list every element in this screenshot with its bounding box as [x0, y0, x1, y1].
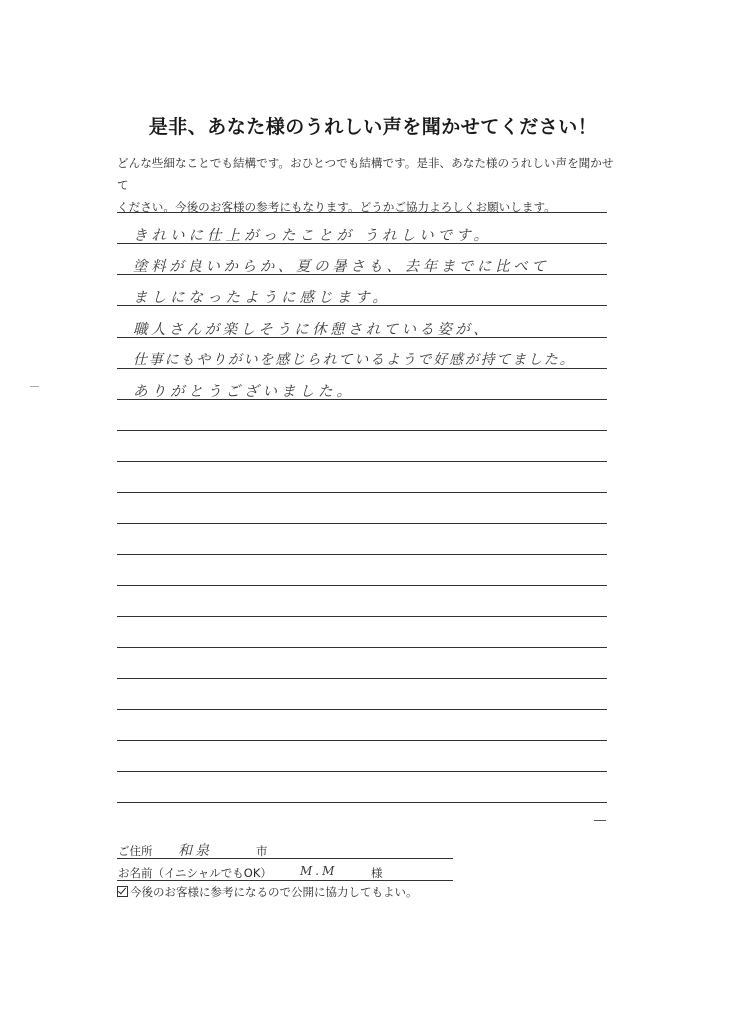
ruled-line: [117, 709, 607, 710]
ruled-line: [117, 802, 607, 803]
address-label: ご住所: [118, 844, 153, 858]
ruled-line: [117, 585, 607, 586]
ruled-line: [117, 647, 607, 648]
ruled-line: [117, 523, 607, 524]
ruled-line: [117, 461, 607, 462]
consent-text: 今後のお客様に参考になるので公開に協力してもよい。: [130, 885, 418, 899]
ruled-line: [117, 771, 607, 772]
ruled-line: [117, 430, 607, 431]
ruled-line: [117, 616, 607, 617]
handwritten-line-5: 仕事にもやりがいを感じられているようで好感が持てました。: [133, 352, 576, 368]
page-title: 是非、あなた様のうれしい声を聞かせてください！: [148, 116, 598, 138]
consent-checkbox[interactable]: [117, 886, 128, 897]
name-handwritten: M.M: [300, 864, 338, 878]
consent-row: [117, 884, 418, 900]
handwritten-line-6: ありがとうございました。: [133, 384, 355, 400]
address-city-handwritten: 和泉: [178, 843, 212, 859]
ruled-line: [117, 492, 607, 493]
address-city-suffix: 市: [256, 844, 268, 858]
intro-line-1: どんな些細なことでも結構です。おひとつでも結構です。是非、あなた様のうれしい声を聞かせて: [117, 156, 614, 192]
ruled-line: [117, 212, 607, 213]
ruled-line: [117, 740, 607, 741]
handwritten-line-2: 塗料が良いからか、夏の暑さも、去年までに比べて: [133, 259, 550, 275]
name-label: お名前（イニシャルでもOK）: [118, 866, 272, 880]
handwritten-line-4: 職人さんが楽しそうに休憩されている姿が、: [133, 322, 491, 338]
handwritten-line-1: きれいに仕上がったことが うれしいです。: [133, 228, 492, 244]
address-underline: [117, 858, 453, 859]
name-underline: [117, 880, 453, 881]
intro-line-2: ください。今後のお客様の参考にもなります。どうかご協力よろしくお願いします。: [117, 200, 556, 214]
ruled-line: [117, 554, 607, 555]
stray-mark: [30, 386, 39, 387]
name-suffix: 様: [371, 866, 383, 880]
stray-mark: [594, 820, 606, 821]
ruled-line: [117, 678, 607, 679]
handwritten-line-3: ましになったように感じます。: [133, 290, 391, 306]
